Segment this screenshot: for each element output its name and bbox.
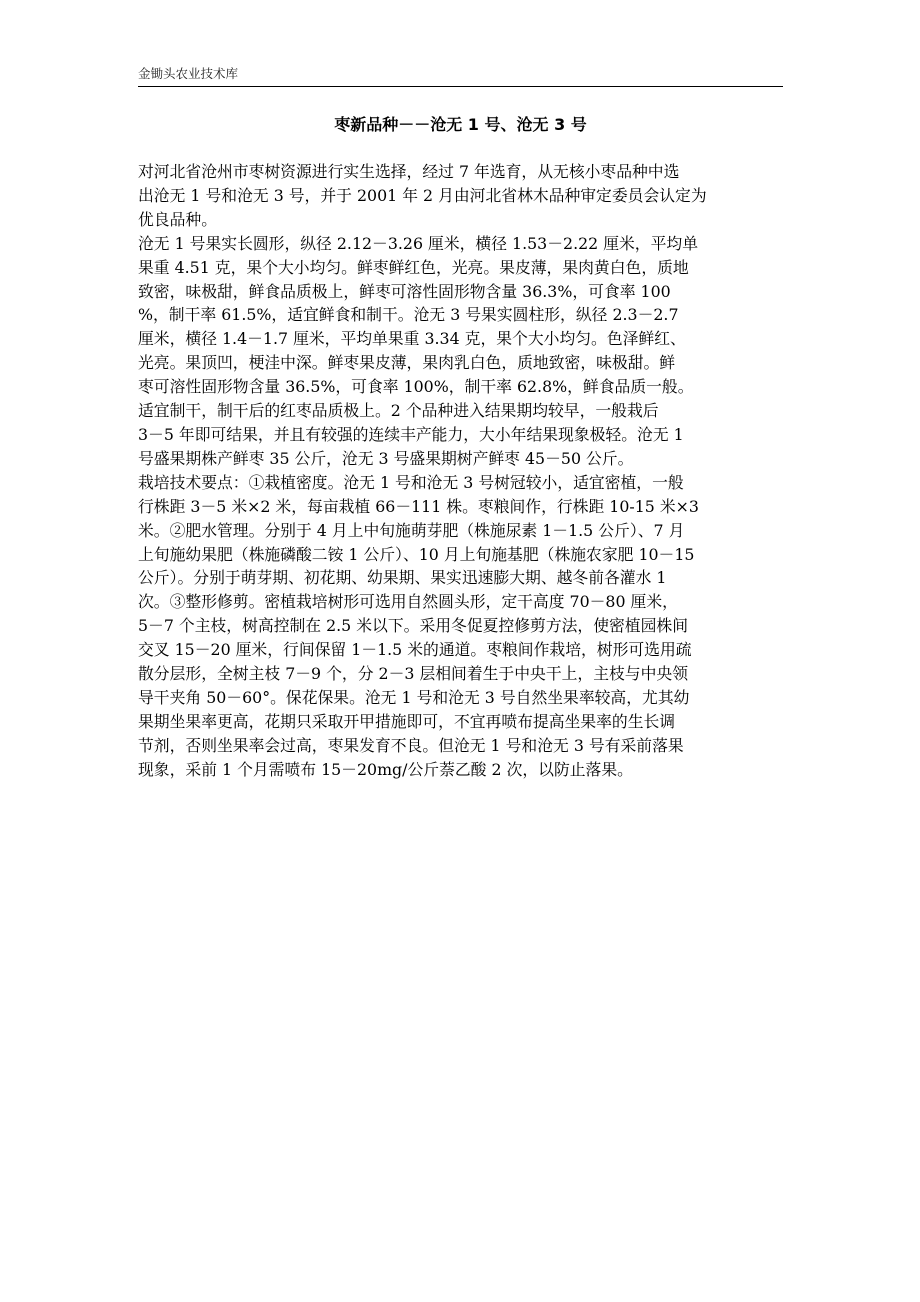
document-title: 枣新品种－－沧无 1 号、沧无 3 号 [334, 115, 587, 134]
paragraph-varieties: 沧无 1 号果实长圆形，纵径 2.12－3.26 厘米，横径 1.53－2.22 厘米，平均单 果重 4.51 克，果个大小均匀。鲜枣鲜红色，光亮。果皮薄，果肉黄白色，质地 致密，味极甜，鲜食品质极上，鲜枣可溶性固形物含量 36.3%，可食率 100 %，制干率 61.5%，适宜鲜食和制干。沧无 3 号果实圆柱形，纵径 2.3－2.7 厘米，横径 1.4－1.7 厘米，平均单果重 3.34 克，果个大小均匀。色泽鲜红、 光亮。果顶凹，梗洼中深。鲜枣果皮薄，果肉乳白色，质地致密，味极甜。鲜 枣可溶性固形物含量 36.5%，可食率 100%，制干率 62.8%，鲜食品质一般。 适宜制干，制干后的红枣品质极上。2 个品种进入结果期均较早，一般栽后 3－5 年即可结果，并且有较强的连续丰产能力，大小年结果现象极轻。沧无 1 号盛果期株产鲜枣 35 公斤，沧无 3 号盛果期树产鲜枣 45－50 公斤。 [138, 233, 698, 468]
paragraph-intro: 对河北省沧州市枣树资源进行实生选择，经过 7 年选育，从无核小枣品种中选 出沧无 1 号和沧无 3 号，并于 2001 年 2 月由河北省林木品种审定委员会认定为 优良品种。 [138, 162, 707, 229]
document-body [138, 160, 788, 782]
header-text: 金锄头农业技术库 [138, 66, 239, 81]
page-header [138, 66, 783, 87]
paragraph-cultivation: 栽培技术要点：①栽植密度。沧无 1 号和沧无 3 号树冠较小，适宜密植，一般 行株距 3－5 米×2 米，每亩栽植 66－111 株。枣粮间作，行株距 10-15 米×3 米。②肥水管理。分别于 4 月上中旬施萌芽肥（株施尿素 1－1.5 公斤）、7 月 上旬施幼果肥（株施磷酸二铵 1 公斤）、10 月上旬施基肥（株施农家肥 10－15 公斤）。分别于萌芽期、初花期、幼果期、果实迅速膨大期、越冬前各灌水 1 次。③整形修剪。密植栽培树形可选用自然圆头形，定干高度 70－80 厘米， 5－7 个主枝，树高控制在 2.5 米以下。采用冬促夏控修剪方法，使密植园株间 交叉 15－20 厘米，行间保留 1－1.5 米的通道。枣粮间作栽培，树形可选用疏 散分层形，全树主枝 7－9 个，分 2－3 层相间着生于中央干上，主枝与中央领 导干夹角 50－60°。保花保果。沧无 1 号和沧无 3 号自然坐果率较高，尤其幼 果期坐果率更高，花期只采取开甲措施即可，不宜再喷布提高坐果率的生长调 节剂，否则坐果率会过高，枣果发育不良。但沧无 1 号和沧无 3 号有采前落果 现象，采前 1 个月需喷布 15－20mg/公斤萘乙酸 2 次，以防止落果。 [138, 472, 699, 779]
